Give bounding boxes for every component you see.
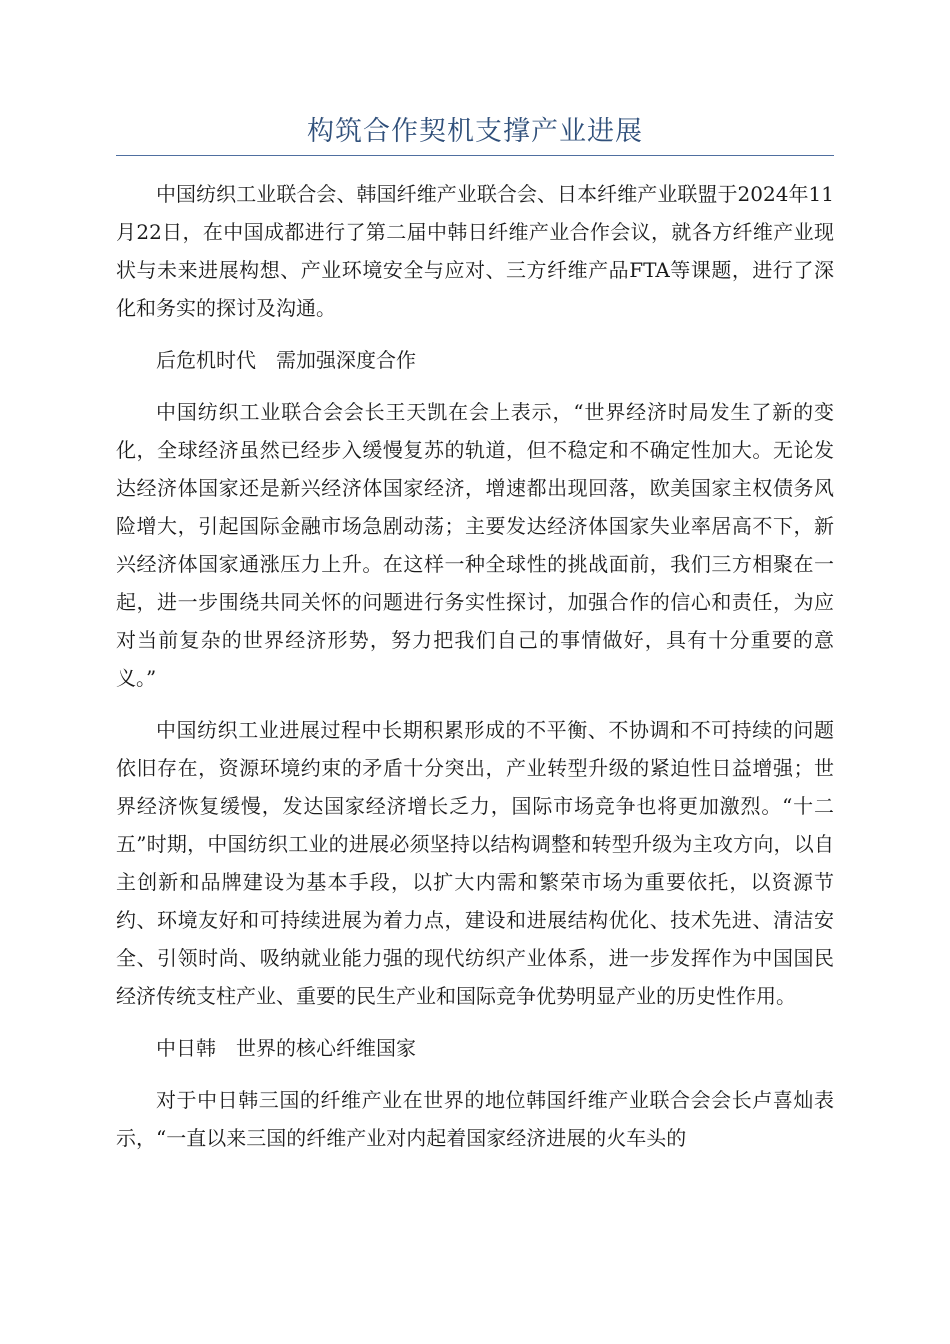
paragraph-korea-chairman-quote: 对于中日韩三国的纤维产业在世界的地位韩国纤维产业联合会会长卢喜灿表示，“一直以来三国的纤维产业对内起着国家经济进展的火车头的 — [116, 1088, 834, 1150]
paragraph-wang-tiankai-quote: 中国纺织工业联合会会长王天凯在会上表示，“世界经济时局发生了新的变化，全球经济虽然已经步入缓慢复苏的轨道，但不稳定和不确定性加大。无论发达经济体国家还是新兴经济体国家经济，增速都出现回落，欧美国家主权债务风险增大，引起国际金融市场急剧动荡；主要发达经济体国家失业率居高不下，新兴经济体国家通涨压力上升。在这样一种全球性的挑战面前，我们三方相聚在一起，进一步围绕共同关怀的问题进行务实性探讨，加强合作的信心和责任，为应对当前复杂的世界经济形势，努力把我们自己的事情做好，具有十分重要的意义。” — [116, 400, 834, 690]
paragraph-intro: 中国纺织工业联合会、韩国纤维产业联合会、日本纤维产业联盟于2024年11月22日，在中国成都进行了第二届中韩日纤维产业合作会议，就各方纤维产业现状与未来进展构想、产业环境安全与应对、三方纤维产品FTA等课题，进行了深化和务实的探讨及沟通。 — [116, 182, 834, 320]
paragraph-china-textile-development: 中国纺织工业进展过程中长期积累形成的不平衡、不协调和不可持续的问题依旧存在，资源环境约束的矛盾十分突出，产业转型升级的紧迫性日益增强；世界经济恢复缓慢，发达国家经济增长乏力，国际市场竞争也将更加激烈。“十二五”时期，中国纺织工业的进展必须坚持以结构调整和转型升级为主攻方向，以自主创新和品牌建设为基本手段，以扩大内需和繁荣市场为重要依托，以资源节约、环境友好和可持续进展为着力点，建设和进展结构优化、技术先进、清洁安全、引领时尚、吸纳就业能力强的现代纺织产业体系，进一步发挥作为中国国民经济传统支柱产业、重要的民生产业和国际竞争优势明显产业的历史性作用。 — [116, 718, 834, 1008]
title-underline — [116, 155, 834, 156]
document-body — [116, 175, 834, 1171]
section-heading-core-fiber-nations: 中日韩 世界的核心纤维国家 — [156, 1036, 416, 1060]
section-heading-post-crisis: 后危机时代 需加强深度合作 — [156, 348, 416, 372]
page-title: 构筑合作契机支撑产业进展 — [307, 116, 643, 147]
